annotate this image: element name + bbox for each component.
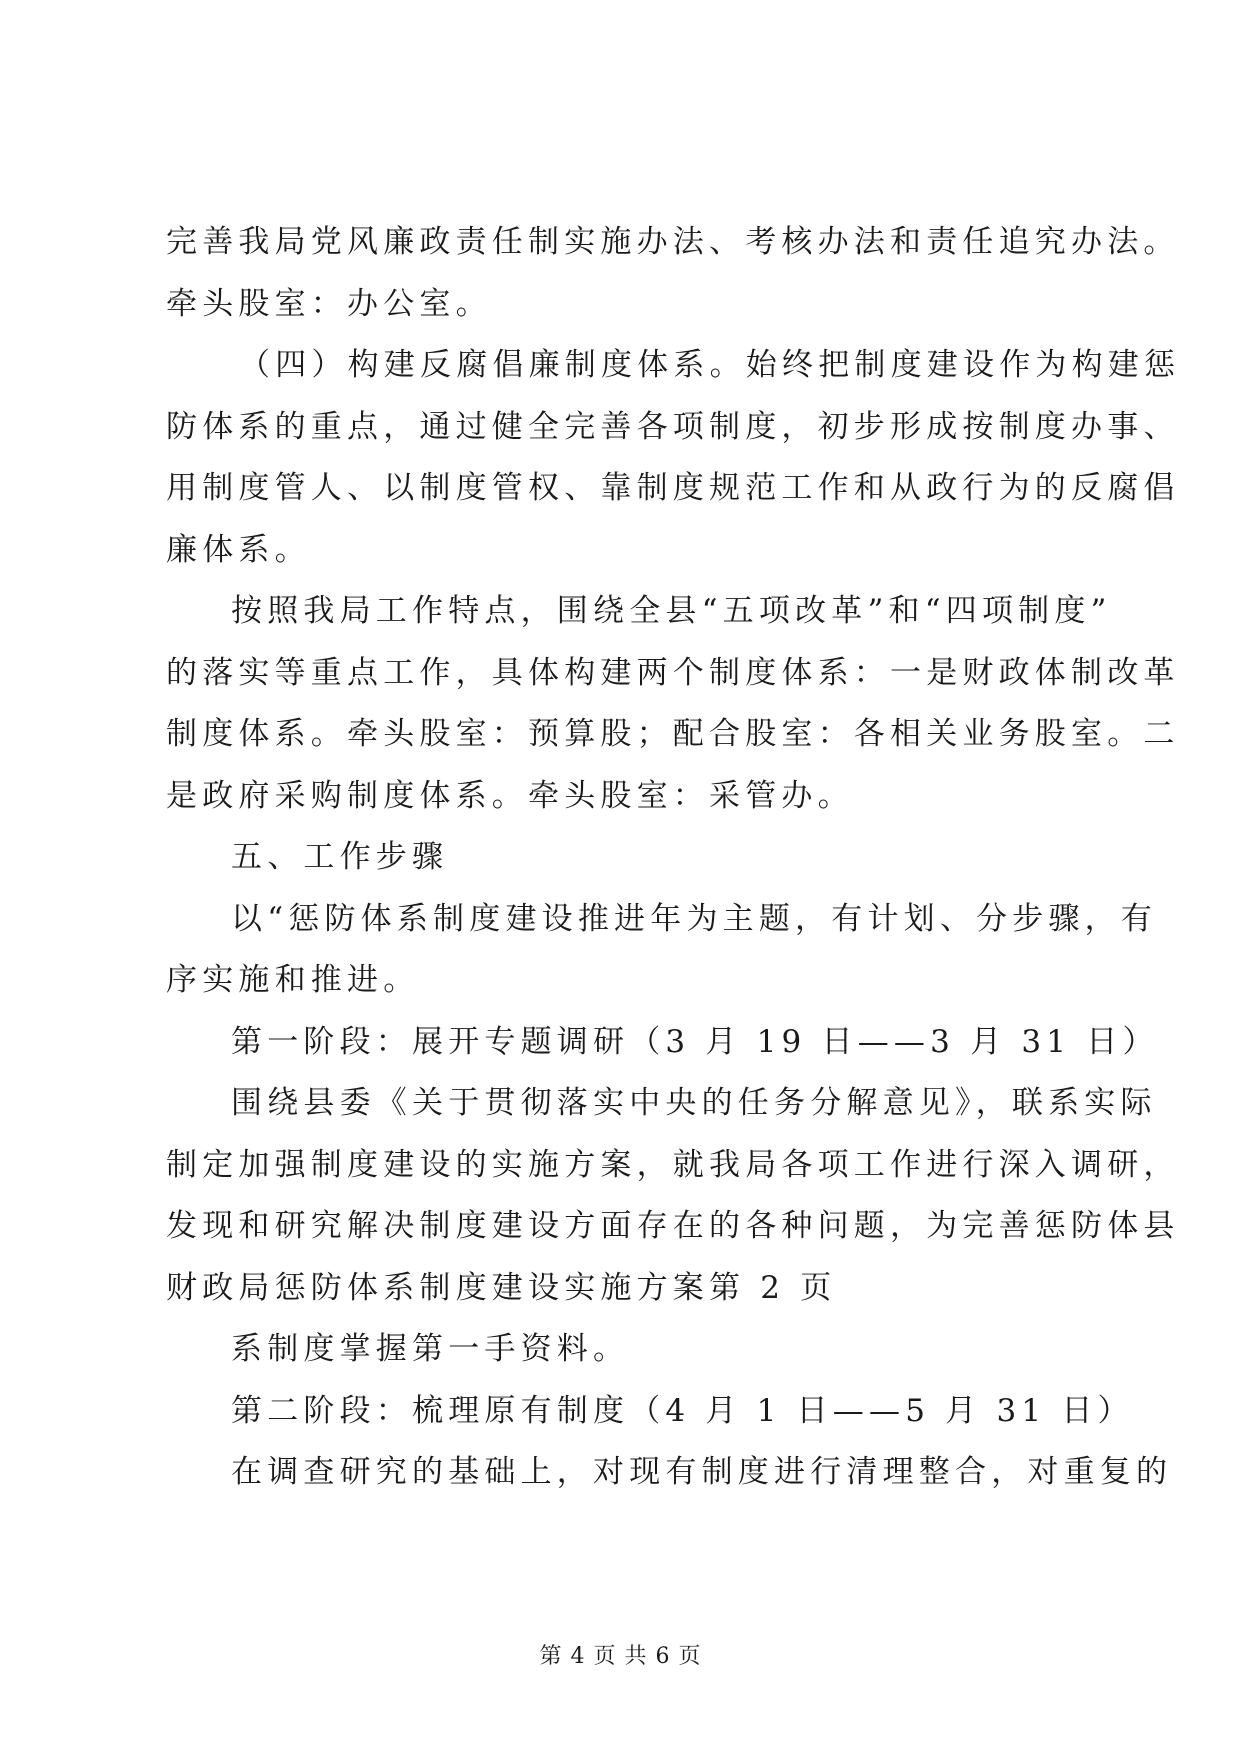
text-line: 财政局惩防体系制度建设实施方案第 2 页 — [166, 1269, 837, 1306]
text-line: 按照我局工作特点，围绕全县“五项改革”和“四项制度” — [231, 593, 1112, 629]
text-line: 制定加强制度建设的实施方案，就我局各项工作进行深入调研， — [166, 1146, 1180, 1183]
page-footer: 第 4 页 共 6 页 — [539, 1644, 702, 1669]
text-line: 是政府采购制度体系。牵头股室：采管办。 — [166, 777, 854, 814]
text-line: 围绕县委《关于贯彻落实中央的任务分解意见》，联系实际 — [231, 1085, 1157, 1121]
text-line: 完善我局党风廉政责任制实施办法、考核办法和责任追究办法。 — [166, 224, 1180, 260]
text-line: 系制度掌握第一手资料。 — [231, 1331, 630, 1367]
document-body — [166, 224, 1181, 1519]
text-line: 发现和研究解决制度建设方面存在的各种问题，为完善惩防体县 — [166, 1208, 1180, 1244]
text-line: 制度体系。牵头股室：预算股；配合股室：各相关业务股室。二 — [166, 716, 1180, 752]
text-line: 以“惩防体系制度建设推进年为主题，有计划、分步骤，有 — [231, 900, 1158, 937]
text-line: 的落实等重点工作，具体构建两个制度体系：一是财政体制改革 — [166, 654, 1180, 691]
text-line: （四）构建反腐倡廉制度体系。始终把制度建设作为构建惩 — [239, 347, 1181, 383]
text-line: 防体系的重点，通过健全完善各项制度，初步形成按制度办事、 — [166, 408, 1180, 445]
text-line: 用制度管人、以制度管权、靠制度规范工作和从政行为的反腐倡 — [166, 470, 1180, 506]
text-line: 在调查研究的基础上，对现有制度进行清理整合，对重复的 — [231, 1454, 1173, 1490]
text-line: 序实施和推进。 — [166, 962, 420, 998]
text-line: 牵头股室：办公室。 — [166, 285, 492, 322]
text-line: 廉体系。 — [166, 531, 311, 568]
text-line: 第一阶段：展开专题调研（3 月 19 日——3 月 31 日） — [231, 1023, 1159, 1060]
text-line: 五、工作步骤 — [231, 839, 449, 875]
text-line: 第二阶段：梳理原有制度（4 月 1 日——5 月 31 日） — [231, 1392, 1134, 1429]
